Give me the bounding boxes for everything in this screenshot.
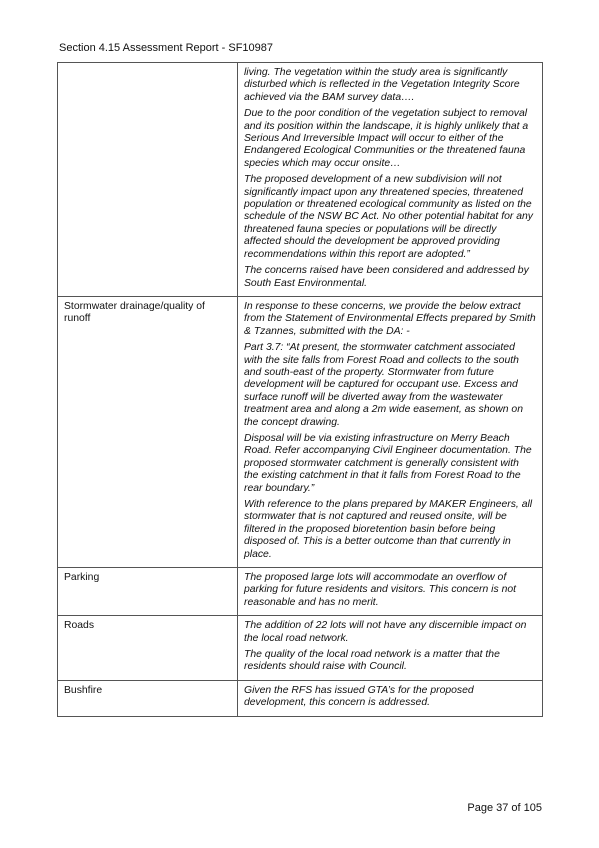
table-row [58,616,543,681]
issue-cell: Roads [58,616,238,681]
assessment-table [57,62,543,717]
issue-cell: Parking [58,568,238,616]
response-paragraph: Part 3.7: “At present, the stormwater catchment associated with the site falls from Forest Road and collects to the south and south-east of the property. Stormwater from future development will be captured for occupant use. Excess and surface runoff will be diverted away from the wastewater treatment area and along a 2m wide easement, as shown on the concept drawing. [244,342,523,428]
issue-cell: Stormwater drainage/quality of runoff [58,296,238,567]
issue-cell [58,63,238,297]
response-paragraph: Disposal will be via existing infrastructure on Merry Beach Road. Refer accompanying Civil Engineer documentation. The proposed stormwater catchment is generally consistent with the existing catchment in that it falls from Forest Road to the rear boundary.” [244,432,532,494]
response-paragraph: The concerns raised have been considered and addressed by South East Environmental. [244,265,529,289]
response-cell [238,63,543,297]
response-paragraph: The proposed development of a new subdivision will not significantly impact upon any threatened species, threatened population or threatened ecological community as listed on the schedule of the NSW BC Act. No other potential habitat for any threatened fauna species or populations will be directly affected should the development be approved providing recommendations within this report are adopted.” [244,174,533,260]
response-paragraph: living. The vegetation within the study area is significantly disturbed which is reflected in the Vegetation Integrity Score achieved via the BAM survey data…. [244,67,520,103]
response-cell [238,680,543,716]
response-cell [238,568,543,616]
response-paragraph: Due to the poor condition of the vegetation subject to removal and its position within the landscape, it is highly unlikely that a Serious And Irreversible Impact will occur to either of the Endangered Ecological Communities or the threatened fauna species which may occur onsite… [244,108,529,169]
page-number: Page 37 of 105 [467,802,542,814]
page-header: Section 4.15 Assessment Report - SF10987 [59,42,274,54]
response-paragraph: With reference to the plans prepared by MAKER Engineers, all stormwater that is not captured and reused onsite, will be filtered in the proposed bioretention basin before being disposed of. This is a better outcome than that currently in place. [244,499,533,560]
table-row [58,568,543,616]
issue-cell: Bushfire [58,680,238,716]
response-cell [238,296,543,567]
response-paragraph: The addition of 22 lots will not have any discernible impact on the local road network. [244,620,527,644]
response-paragraph: The proposed large lots will accommodate an overflow of parking for future residents and visitors. This concern is not reasonable and has no merit. [244,572,517,608]
table-row [58,63,543,297]
table-row [58,680,543,716]
response-cell [238,616,543,681]
table-row [58,296,543,567]
response-paragraph: In response to these concerns, we provide the below extract from the Statement of Environmental Effects prepared by Smith & Tzannes, submitted with the DA: - [244,300,536,337]
response-paragraph: Given the RFS has issued GTA’s for the proposed development, this concern is addressed. [244,684,474,709]
response-paragraph: The quality of the local road network is a matter that the residents should raise with Council. [244,649,500,673]
